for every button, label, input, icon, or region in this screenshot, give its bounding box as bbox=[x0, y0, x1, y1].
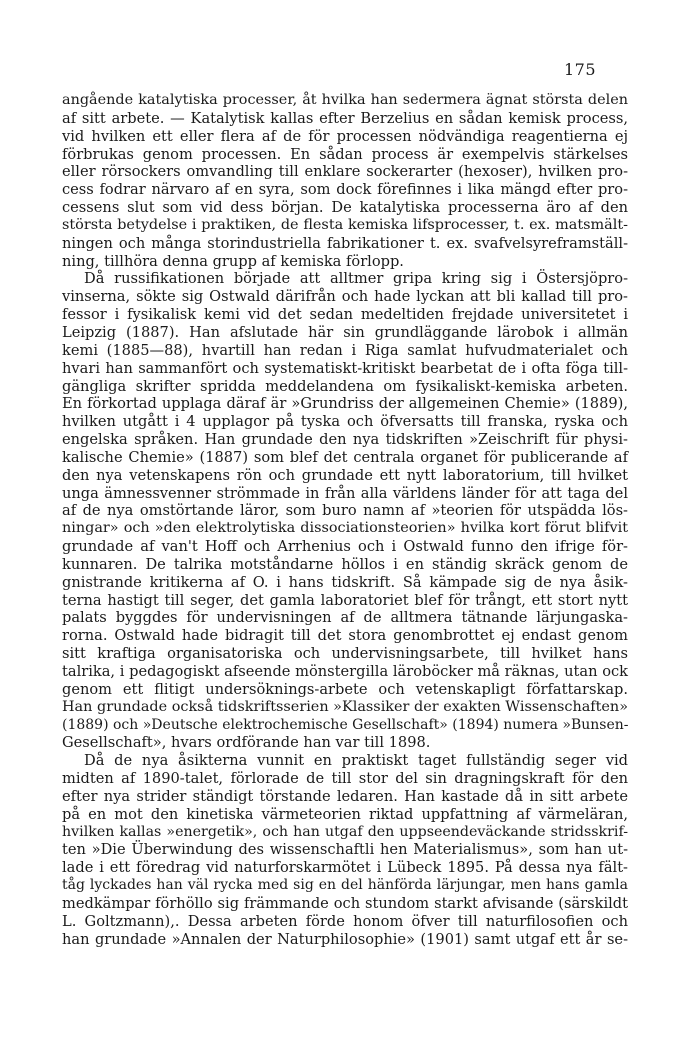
text-line: af de nya omstörtande läror, som buro namn af »teorien för utspädda lös- bbox=[62, 502, 628, 520]
text-line: ten »Die Überwindung des wissenschaftli hen Materialismus», som han ut- bbox=[62, 841, 628, 859]
text-line: midten af 1890-talet, förlorade de till stor del sin dragningskraft för den bbox=[62, 770, 628, 788]
text-line: (1889) och »Deutsche elektrochemische Gesellschaft» (1894) numera »Bunsen- bbox=[62, 716, 629, 733]
text-line: hvilken kallas »energetik», och han utgaf den uppseendeväckande stridsskrif- bbox=[62, 823, 628, 840]
text-line: Då russifikationen började att alltmer gripa kring sig i Östersjöpro- bbox=[84, 270, 628, 288]
text-line: talrika, i pedagogiskt afseende mönstergilla läroböcker må räknas, utan ock bbox=[62, 663, 628, 680]
text-line: fessor i fysikalisk kemi vid det sedan medeltiden frejdade universitetet i bbox=[62, 306, 628, 324]
page-number: 175 bbox=[564, 60, 597, 79]
text-line: sitt kraftiga organisatoriska och undervisningsarbete, till hvilket hans bbox=[62, 645, 628, 663]
text-line: gnistrande kritikerna af O. i hans tidskrift. Så kämpade sig de nya åsik- bbox=[62, 573, 628, 591]
text-line: Då de nya åsikterna vunnit en praktiskt taget fullständig seger vid bbox=[84, 752, 628, 770]
text-line: kunnaren. De talrika motståndarne höllos i en ständig skräck genom de bbox=[62, 555, 628, 573]
body-text bbox=[62, 92, 628, 949]
text-line: En förkortad upplaga däraf är »Grundriss der allgemeinen Chemie» (1889), bbox=[62, 395, 628, 413]
text-line: cessens slut som vid dess början. De katalytiska processerna äro af den bbox=[62, 199, 628, 217]
text-line: på en mot den kinetiska värmeteorien riktad uppfattning af värmeläran, bbox=[62, 805, 628, 823]
text-line: eller rörsockers omvandling till enklare sockerarter (hexoser), hvilken pro- bbox=[62, 163, 628, 181]
text-line: ningen och många storindustriella fabrikationer t. ex. svafvelsyreframställ- bbox=[62, 234, 628, 252]
text-line: han grundade »Annalen der Naturphilosophie» (1901) samt utgaf ett år se- bbox=[62, 930, 628, 948]
text-line: ning, tillhöra denna grupp af kemiska förlopp. bbox=[62, 252, 404, 270]
text-line: gängliga skrifter spridda meddelandena om fysikaliskt-kemiska arbeten. bbox=[62, 377, 628, 395]
text-line: vinserna, sökte sig Ostwald därifrån och hade lyckan att bli kallad till pro- bbox=[62, 288, 628, 306]
text-line: Gesellschaft», hvars ordförande han var till 1898. bbox=[62, 734, 431, 752]
text-line: af sitt arbete. — Katalytisk kallas efter Berzelius en sådan kemisk process, bbox=[62, 109, 628, 127]
text-line: hvari han sammanfört och systematiskt-kritiskt bearbetat de i ofta föga till- bbox=[62, 359, 628, 377]
text-line: tåg lyckades han väl rycka med sig en del hänförda lärjungar, men hans gamla bbox=[62, 877, 628, 894]
text-line: den nya vetenskapens rön och grundade ett nytt laboratorium, till hvilket bbox=[62, 466, 628, 484]
text-line: kemi (1885—88), hvartill han redan i Riga samlat hufvudmaterialet och bbox=[62, 341, 628, 359]
text-line: Han grundade också tidskriftsserien »Klassiker der exakten Wissenschaften» bbox=[62, 698, 628, 715]
text-line: vid hvilken ett eller flera af de för processen nödvändiga reagentierna ej bbox=[62, 127, 628, 145]
text-line: palats byggdes för undervisningen af de alltmera tätnande lärjungaska- bbox=[62, 609, 628, 627]
text-line: Leipzig (1887). Han afslutade här sin grundläggande lärobok i allmän bbox=[62, 323, 628, 341]
text-line: hvilken utgått i 4 upplagor på tyska och öfversatts till franska, ryska och bbox=[62, 413, 628, 431]
text-line: cess fodrar närvaro af en syra, som dock förefinnes i lika mängd efter pro- bbox=[62, 181, 628, 199]
text-line: medkämpar förhöllo sig främmande och stundom starkt afvisande (särskildt bbox=[62, 894, 628, 912]
text-line: angående katalytiska processer, åt hvilka han sedermera ägnat största delen bbox=[62, 92, 628, 108]
text-line: L. Goltzmann),. Dessa arbeten förde honom öfver till naturfilosofien och bbox=[62, 912, 628, 930]
text-line: lade i ett föredrag vid naturforskarmötet i Lübeck 1895. På dessa nya fält- bbox=[62, 859, 628, 877]
text-line: ningar» och »den elektrolytiska dissociationsteorien» hvilka kort förut blifvit bbox=[62, 520, 628, 537]
text-line: förbrukas genom processen. En sådan process är exempelvis stärkelses bbox=[62, 145, 628, 163]
text-line: kalische Chemie» (1887) som blef det centrala organet för publicerande af bbox=[62, 448, 628, 466]
text-line: engelska språken. Han grundade den nya tidskriften »Zeischrift für physi- bbox=[62, 431, 628, 449]
text-line: genom ett flitigt undersöknings-arbete och vetenskapligt författarskap. bbox=[62, 680, 628, 698]
text-line: terna hastigt till seger, det gamla laboratoriet blef för trångt, ett stort nytt bbox=[62, 591, 628, 609]
text-line: största betydelse i praktiken, de flesta kemiska lifsprocesser, t. ex. matsmält- bbox=[62, 216, 628, 233]
text-line: unga ämnessvenner strömmade in från alla världens länder för att taga del bbox=[62, 484, 628, 502]
text-line: rorna. Ostwald hade bidragit till det stora genombrottet ej endast genom bbox=[62, 627, 628, 645]
text-line: efter nya strider ständigt törstande ledaren. Han kastade då in sitt arbete bbox=[62, 787, 628, 805]
text-line: grundade af van't Hoff och Arrhenius och i Ostwald funno den ifrige för- bbox=[62, 538, 628, 556]
